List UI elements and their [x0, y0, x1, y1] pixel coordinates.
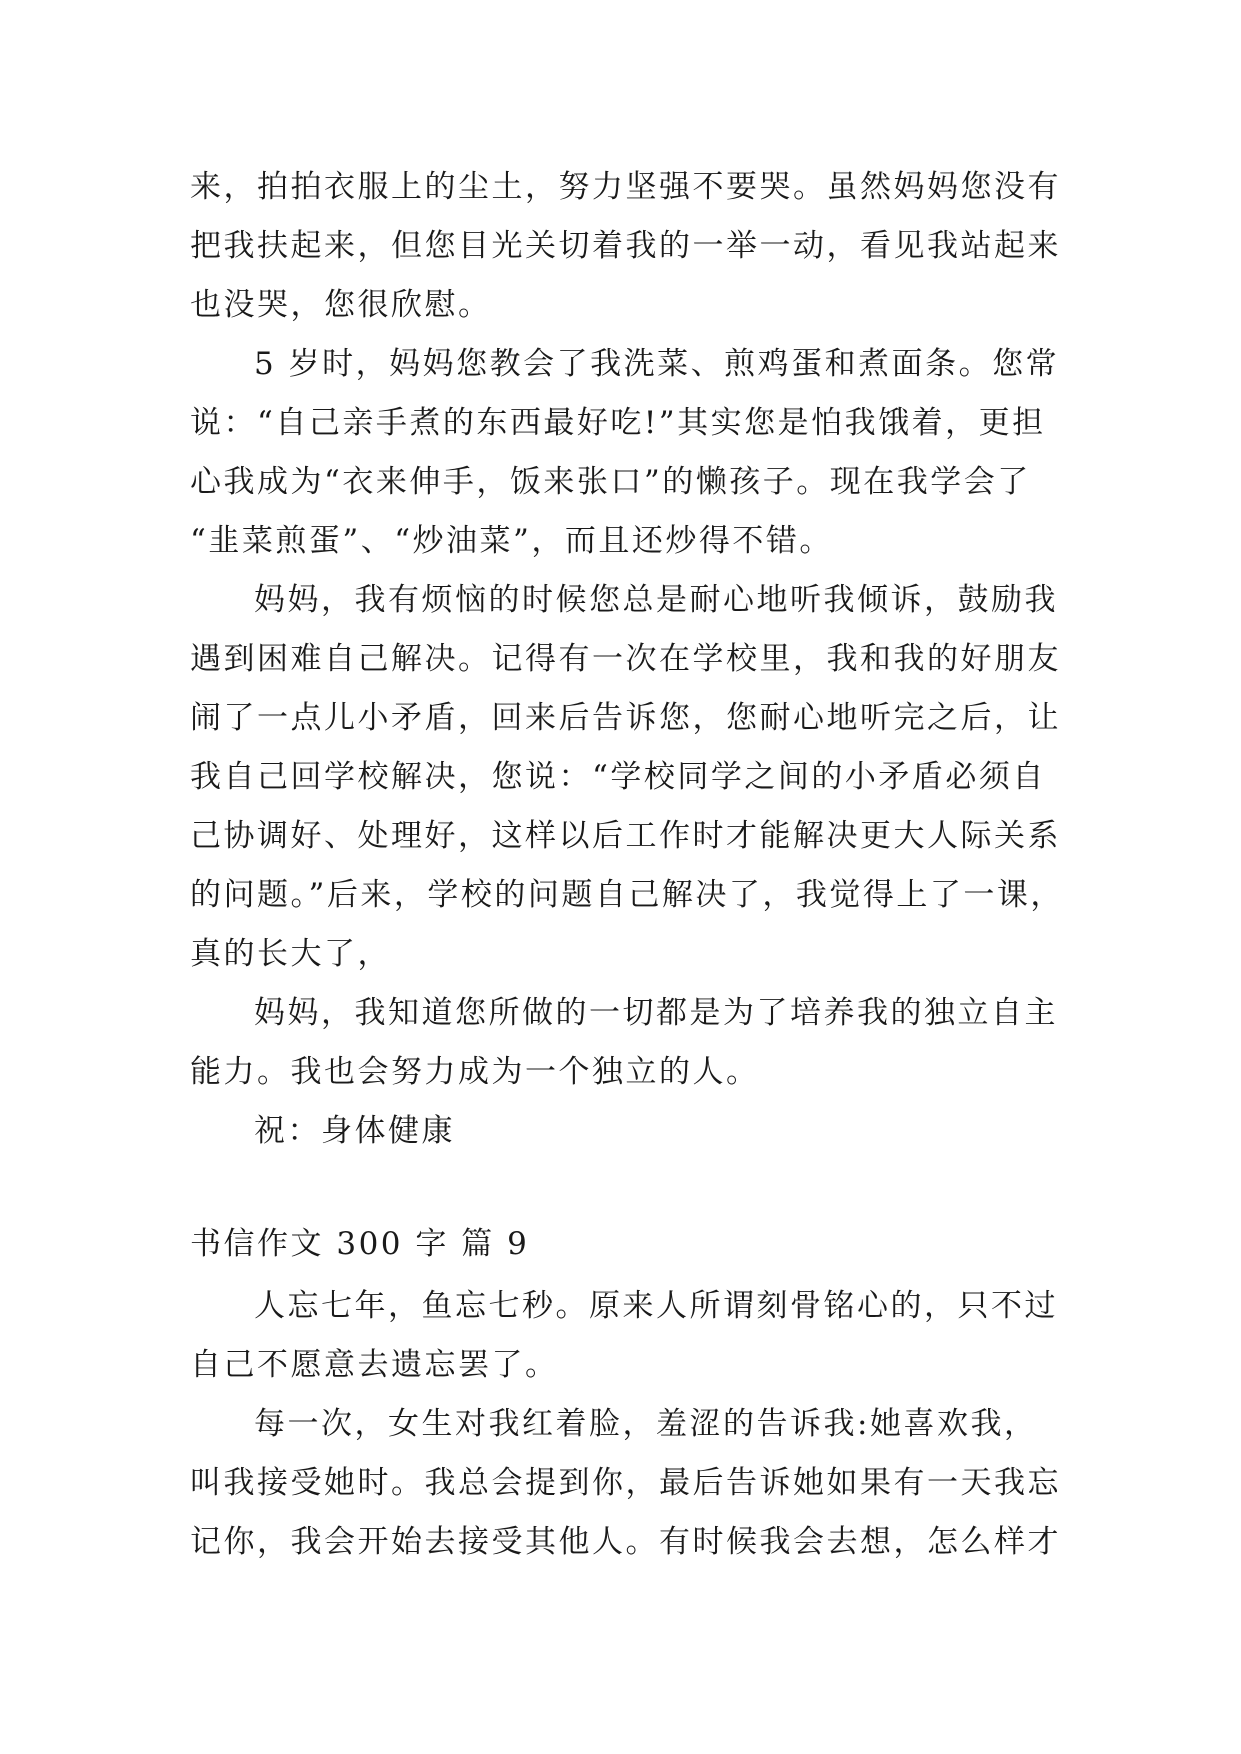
text-line: 每一次，女生对我红着脸，羞涩的告诉我:她喜欢我， — [254, 1406, 1038, 1442]
text-line: 我自己回学校解决，您说：“学校同学之间的小矛盾必须自 — [190, 759, 1046, 795]
text-line: 记你，我会开始去接受其他人。有时候我会去想，怎么样才 — [190, 1524, 1061, 1560]
section-heading: 书信作文 300 字 篇 9 — [190, 1226, 530, 1262]
text-line: 能力。我也会努力成为一个独立的人。 — [190, 1054, 760, 1090]
text-line: 真的长大了， — [190, 936, 391, 972]
text-line: 说：“自己亲手煮的东西最好吃!”其实您是怕我饿着，更担 — [190, 405, 1046, 441]
text-line: 来，拍拍衣服上的尘土，努力坚强不要哭。虽然妈妈您没有 — [190, 169, 1061, 205]
text-line: “韭菜煎蛋”、“炒油菜”，而且还炒得不错。 — [190, 523, 833, 559]
text-line: 把我扶起来，但您目光关切着我的一举一动，看见我站起来 — [190, 228, 1061, 264]
text-line: 遇到困难自己解决。记得有一次在学校里，我和我的好朋友 — [190, 641, 1061, 677]
text-line: 也没哭，您很欣慰。 — [190, 287, 492, 323]
text-line: 叫我接受她时。我总会提到你，最后告诉她如果有一天我忘 — [190, 1465, 1061, 1501]
text-line: 自己不愿意去遗忘罢了。 — [190, 1347, 559, 1383]
closing-line: 祝：身体健康 — [254, 1113, 455, 1149]
text-line: 闹了一点儿小矛盾，回来后告诉您，您耐心地听完之后，让 — [190, 700, 1061, 736]
text-line: 的问题。”后来，学校的问题自己解决了，我觉得上了一课， — [190, 877, 1064, 913]
text-line: 人忘七年，鱼忘七秒。原来人所谓刻骨铭心的，只不过 — [254, 1288, 1058, 1324]
text-line: 5 岁时，妈妈您教会了我洗菜、煎鸡蛋和煮面条。您常 — [254, 346, 1060, 382]
text-line: 妈妈，我有烦恼的时候您总是耐心地听我倾诉，鼓励我 — [254, 582, 1058, 618]
text-line: 己协调好、处理好，这样以后工作时才能解决更大人际关系 — [190, 818, 1061, 854]
text-line: 心我成为“衣来伸手，饭来张口”的懒孩子。现在我学会了 — [190, 464, 1031, 500]
text-line: 妈妈，我知道您所做的一切都是为了培养我的独立自主 — [254, 995, 1058, 1031]
